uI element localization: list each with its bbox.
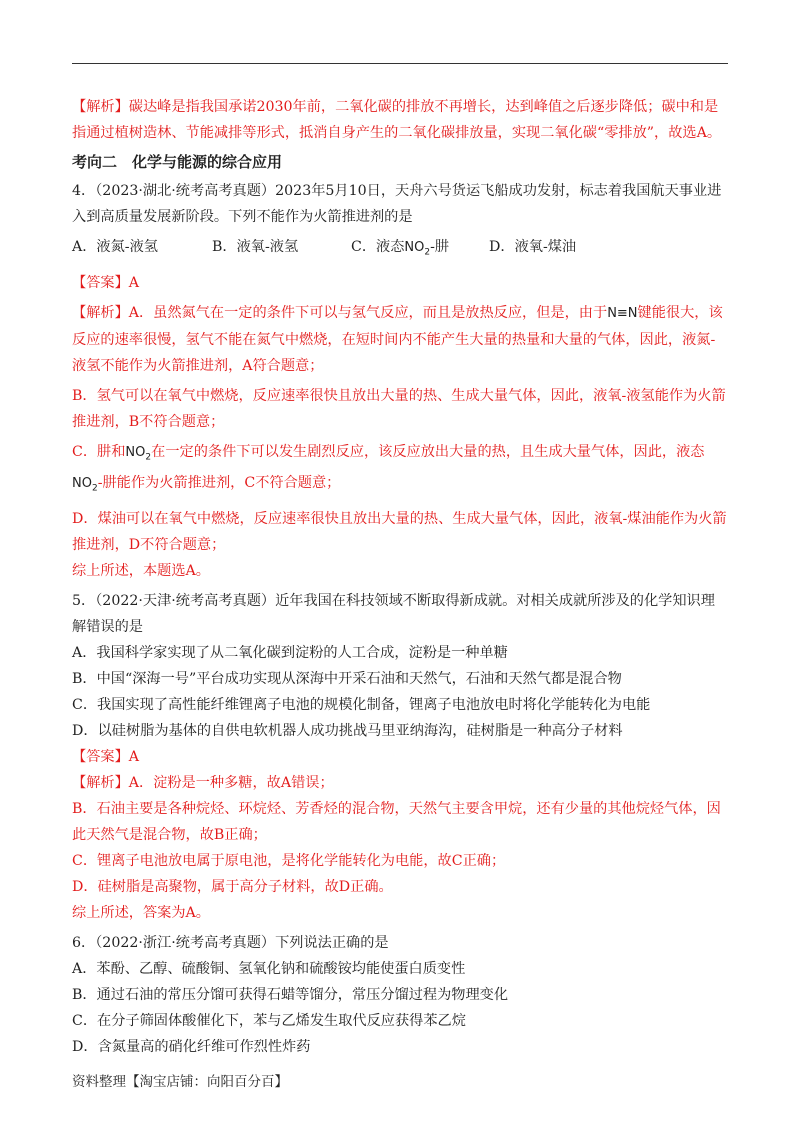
q4-option-c-pre: C．液态 [351, 239, 405, 255]
header-rule [72, 63, 728, 64]
q4-stem: 4．（2023·湖北·统考高考真题）2023年5月10日，天舟六号货运飞船成功发射，标志着我国航天事业进入到高质量发展新阶段。下列不能作为火箭推进剂的是 [72, 183, 722, 225]
page-footer: 资料整理【淘宝店铺：向阳百分百】 [72, 1074, 288, 1090]
q4-options [72, 234, 728, 266]
q6-option-a: A．苯酚、乙醇、硫酸铜、氢氧化钠和硫酸铵均能使蛋白质变性 [72, 960, 466, 977]
q4-analysis-a [72, 300, 728, 379]
q4-analysis-d: D．煤油可以在氧气中燃烧，反应速率很快且放出大量的热、生成大量气体，因此，液氧-煤油能作为火箭推进剂，D不符合题意； [72, 510, 727, 553]
q6-option-b: B．通过石油的常压分馏可获得石蜡等馏分，常压分馏过程为物理变化 [72, 986, 509, 1003]
q6-option-c: C．在分子筛固体酸催化下，苯与乙烯发生取代反应获得苯乙烷 [72, 1012, 466, 1029]
section-heading: 考向二 化学与能源的综合应用 [72, 153, 283, 171]
q5-stem: 5．（2022·天津·统考高考真题）近年我国在科技领域不断取得新成就。对相关成就所涉及的化学知识理解错误的是 [72, 592, 715, 635]
q5-analysis-a: 【解析】A．淀粉是一种多糖，故A错误； [72, 774, 334, 791]
no2-main: NO [404, 240, 425, 255]
q5-answer: 【答案】A [72, 748, 139, 765]
q4-analysis-c [72, 439, 728, 502]
q4-analysis-a-pre: 【解析】A．虽然氮气在一定的条件下可以与氢气反应，而且是放热反应，但是，由于 [72, 304, 608, 321]
q4-analysis-a-post: 键能很大，该反应的速率很慢，氢气不能在氮气中燃烧，在短时间内不能产生大量的热量和大量的气体，因此，液氮-液氢不能作为火箭推进剂，A符合题意； [72, 304, 723, 374]
q5-analysis-b: B．石油主要是各种烷烃、环烷烃、芳香烃的混合物，天然气主要含甲烷，还有少量的其他烷烃气体，因此天然气是混合物，故B正确； [72, 800, 721, 843]
triple-bond-formula: N≡N [607, 305, 638, 321]
q5-option-c: C．我国实现了高性能纤维锂离子电池的规模化制备，锂离子电池放电时将化学能转化为电能 [72, 696, 651, 713]
q4-analysis-c-mid: 在一定的条件下可以发生剧烈反应，该反应放出大量的热，且生成大量气体，因此，液态 [151, 443, 705, 460]
analysis-label: 【解析】 [72, 99, 129, 115]
q4-option-a: A．液氮-液氢 [72, 239, 158, 255]
q6-option-d: D．含氮量高的硝化纤维可作烈性炸药 [72, 1038, 311, 1055]
no2-sub: 2 [91, 483, 98, 494]
q4-analysis-c-post: -肼能作为火箭推进剂，C不符合题意； [97, 475, 341, 492]
q4-option-d: D．液氧-煤油 [489, 239, 577, 255]
analysis-paragraph [72, 94, 728, 146]
no2-formula [404, 240, 431, 258]
no2-main: NO [125, 444, 146, 460]
no2-main: NO [72, 476, 92, 492]
q5-analysis-d: D．硅树脂是高聚物，属于高分子材料，故D正确。 [72, 878, 393, 895]
q4-answer: 【答案】A [72, 274, 139, 291]
q4-option-c-post: -肼 [430, 239, 450, 255]
q5-summary: 综上所述，答案为A。 [72, 904, 210, 921]
q5-option-a: A．我国科学家实现了从二氧化碳到淀粉的人工合成，淀粉是一种单糖 [72, 644, 508, 661]
q4-option-b: B．液氧-液氢 [212, 239, 299, 255]
page-content [72, 94, 728, 1060]
no2-sub: 2 [145, 452, 152, 463]
q5-analysis-c: C．锂离子电池放电属于原电池，是将化学能转化为电能，故C正确； [72, 852, 506, 869]
q4-analysis-b: B．氢气可以在氧气中燃烧，反应速率很快且放出大量的热、生成大量气体，因此，液氧-液氢能作为火箭推进剂，B不符合题意； [72, 387, 726, 430]
q5-option-d: D．以硅树脂为基体的自供电软机器人成功挑战马里亚纳海沟，硅树脂是一种高分子材料 [72, 722, 623, 739]
no2-formula [72, 476, 98, 494]
q4-option-c [351, 234, 489, 266]
q5-option-b: B．中国“深海一号”平台成功实现从深海中开采石油和天然气，石油和天然气都是混合物 [72, 670, 622, 687]
q6-stem: 6．（2022·浙江·统考高考真题）下列说法正确的是 [72, 934, 389, 951]
q4-analysis-c-pre: C．肼和 [72, 443, 126, 460]
analysis-text: 碳达峰是指我国承诺2030年前，二氧化碳的排放不再增长，达到峰值之后逐步降低；碳中和是指通过植树造林、节能减排等形式，抵消自身产生的二氧化碳排放量，实现二氧化碳“零排放”，故选A。 [72, 99, 722, 141]
no2-formula [125, 444, 152, 463]
no2-sub: 2 [424, 247, 431, 258]
q4-summary: 综上所述，本题选A。 [72, 562, 210, 579]
